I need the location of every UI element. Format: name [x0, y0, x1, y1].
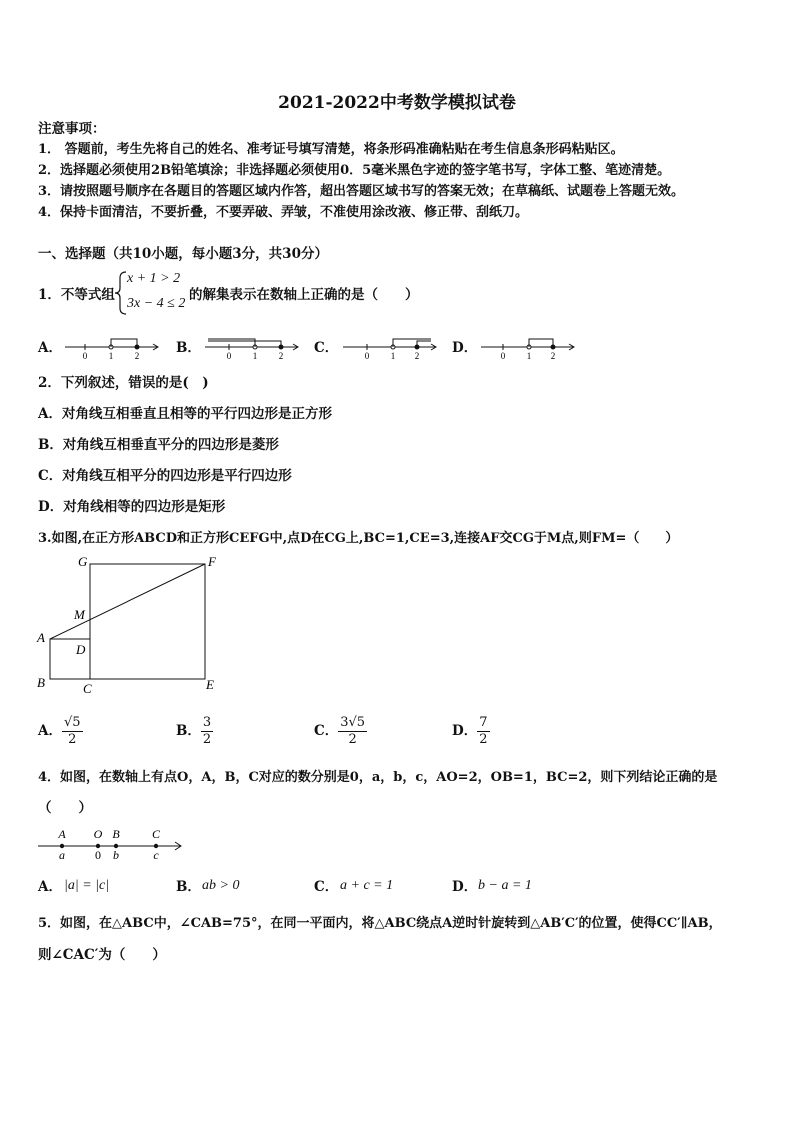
notice-item-4: 4．保持卡面清洁，不要折叠，不要弄破、弄皱，不准使用涂改液、修正带、刮纸刀。 [38, 205, 529, 220]
q4-option-d-expr: b − a = 1 [478, 878, 532, 893]
tick-0: 0 [82, 351, 88, 361]
q4-option-b-expr: ab > 0 [202, 878, 240, 893]
q3-option-a-letter: A． [38, 723, 62, 739]
q2-option-a: A．对角线互相垂直且相等的平行四边形是正方形 [38, 406, 332, 422]
tick-2: 2 [414, 351, 420, 361]
notice-item-1: 1． 答题前，考生先将自己的姓名、准考证号填写清楚，将条形码准确粘贴在考生信息条形码粘贴区。 [38, 142, 624, 157]
q3-option-b-num: 3 [202, 714, 212, 730]
q3-option-d-den: 2 [479, 731, 488, 747]
label-c: C [83, 681, 92, 695]
q2-stem: 2．下列叙述，错误的是( ) [38, 375, 209, 391]
q3-option-c-den: 2 [348, 731, 357, 747]
point-c-label: C [151, 827, 161, 841]
q3-option-a-frac [62, 715, 83, 748]
point-a-value: a [59, 848, 65, 862]
label-e: E [206, 677, 214, 692]
label-f: F [208, 554, 216, 569]
q1-eq1: x + 1 > 2 [127, 271, 181, 286]
q1-numberline-a [63, 333, 163, 361]
notice-item-2: 2．选择题必须使用2B铅笔填涂；非选择题必须使用0．5毫米黑色字迹的签字笔书写，字体工整、笔迹清楚。 [38, 163, 671, 178]
q2-option-d: D．对角线相等的四边形是矩形 [38, 499, 226, 515]
section-heading: 一、选择题（共10小题，每小题3分，共30分） [38, 246, 328, 262]
q3-option-c-frac [338, 715, 367, 748]
q2-option-b: B．对角线互相垂直平分的四边形是菱形 [38, 437, 279, 453]
q4-option-b-letter: B． [176, 879, 201, 895]
q3-option-a-num: √5 [63, 714, 81, 730]
q4-option-a-letter: A． [38, 879, 62, 895]
q3-option-c-letter: C． [314, 723, 339, 739]
tick-0: 0 [364, 351, 370, 361]
q4-numberline [36, 826, 188, 862]
q4-paren: （ ） [38, 800, 92, 816]
q4-option-d-letter: D． [452, 879, 478, 895]
point-o-value: 0 [95, 848, 101, 862]
point-o-label: O [93, 827, 103, 841]
point-b-value: b [113, 848, 119, 862]
label-g: G [78, 554, 88, 569]
q1-numberline-b [203, 333, 303, 361]
q3-option-b-den: 2 [202, 731, 212, 747]
q3-option-d-num: 7 [479, 714, 488, 730]
q1-option-a: A． [38, 340, 62, 356]
q4-option-c-expr: a + c = 1 [340, 878, 394, 893]
q1-numberline-d [479, 333, 579, 361]
tick-2: 2 [550, 351, 556, 361]
q4-option-c-letter: C． [314, 879, 339, 895]
page-title: 2021-2022中考数学模拟试卷 [278, 93, 516, 113]
label-a: A [37, 630, 45, 645]
label-d: D [76, 642, 86, 657]
q5-line1: 5．如图，在△ABC中，∠CAB=75°，在同一平面内，将△ABC绕点A逆时针旋转到△AB′C′的位置，使得CC′∥AB， [38, 916, 722, 931]
point-c-value: c [153, 848, 159, 862]
tick-2: 2 [134, 351, 140, 361]
q5-line2: 则∠CAC′为（ ） [38, 947, 166, 963]
q3-option-b-letter: B． [176, 723, 201, 739]
q3-option-a [38, 711, 83, 751]
q3-stem: 3.如图,在正方形ABCD和正方形CEFG中,点D在CG上,BC=1,CE=3,连接AF交CG于M点,则FM=（ ） [38, 531, 679, 546]
notice-heading: 注意事项： [38, 121, 106, 137]
q1-option-b: B． [176, 340, 201, 356]
tick-0: 0 [226, 351, 232, 361]
q1-prefix: 1．不等式组 [38, 287, 115, 303]
tick-2: 2 [278, 351, 284, 361]
q1-eq2: 3x − 4 ≤ 2 [127, 296, 186, 311]
tick-1: 1 [108, 351, 114, 361]
notice-item-3: 3．请按照题号顺序在各题目的答题区域内作答，超出答题区域书写的答案无效；在草稿纸、试题卷上答题无效。 [38, 184, 685, 199]
q3-option-b-frac [201, 715, 213, 748]
q3-option-c-num: 3√5 [340, 714, 366, 730]
q4-stem: 4．如图，在数轴上有点O，A，B，C对应的数分别是0，a，b，c，AO=2，OB=1，BC=2，则下列结论正确的是 [38, 770, 718, 785]
q3-option-b [176, 711, 213, 751]
tick-0: 0 [500, 351, 506, 361]
label-b: B [37, 675, 45, 690]
q1-suffix: 的解集表示在数轴上正确的是（ ） [189, 287, 419, 303]
tick-1: 1 [526, 351, 532, 361]
point-b-label: B [112, 827, 120, 841]
q1-brace [114, 270, 128, 316]
tick-1: 1 [252, 351, 258, 361]
point-a-label: A [58, 827, 66, 841]
label-m: M [74, 607, 85, 622]
q3-option-d [452, 711, 490, 751]
q1-numberline-c [341, 333, 441, 361]
q1-option-d: D． [452, 340, 478, 356]
q3-figure [30, 550, 230, 695]
q3-option-a-den: 2 [68, 731, 77, 747]
q2-option-c: C．对角线互相平分的四边形是平行四边形 [38, 468, 292, 484]
q3-option-d-letter: D． [452, 723, 478, 739]
q4-option-a-expr: |a| = |c| [64, 878, 110, 893]
q1-option-c: C． [314, 340, 339, 356]
q3-option-d-frac [477, 715, 489, 748]
tick-1: 1 [390, 351, 396, 361]
q3-option-c [314, 711, 367, 751]
